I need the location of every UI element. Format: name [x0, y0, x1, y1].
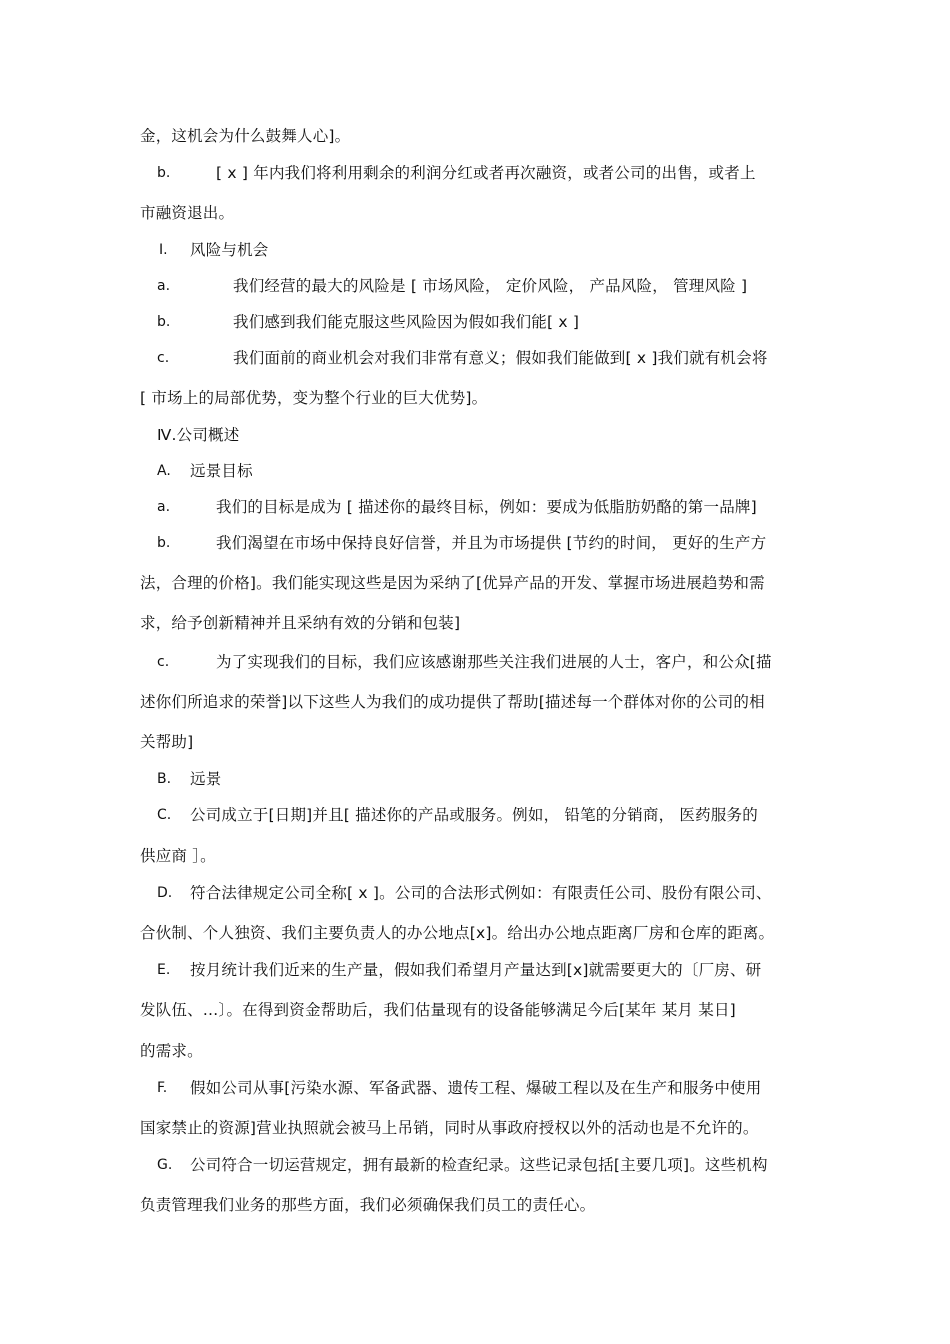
list-marker: A. — [157, 463, 171, 479]
text-line: 法，合理的价格]。我们能实现这些是因为采纳了[优异产品的开发、掌握市场进展趋势和需 — [140, 574, 765, 592]
text-line: 供应商 ］。 — [140, 847, 216, 865]
text-line: 远景 — [190, 770, 222, 788]
text-line: 负责管理我们业务的那些方面，我们必须确保我们员工的责任心。 — [140, 1196, 596, 1214]
list-marker: a. — [157, 278, 171, 294]
text-line: 假如公司从事[污染水源、军备武器、遗传工程、爆破工程以及在生产和服务中使用 — [190, 1079, 762, 1097]
list-marker: c. — [157, 654, 170, 670]
text-line: [ 市场上的局部优势，变为整个行业的巨大优势]。 — [140, 389, 488, 407]
list-marker: G. — [157, 1157, 173, 1173]
list-marker: B. — [157, 771, 172, 787]
list-marker: b. — [157, 314, 171, 330]
text-line: 公司成立于[日期]并且[ 描述你的产品或服务。例如， 铅笔的分销商， 医药服务的 — [190, 806, 758, 824]
text-line: 国家禁止的资源]营业执照就会被马上吊销，同时从事政府授权以外的活动也是不允许的。 — [140, 1119, 759, 1137]
text-line: 发队伍、…〕。在得到资金帮助后，我们估量现有的设备能够满足今后[某年 某月 某日] — [140, 1001, 736, 1019]
text-line: 关帮助] — [140, 733, 194, 751]
list-marker: I. — [159, 242, 168, 258]
list-marker: D. — [157, 885, 173, 901]
text-line: 金，这机会为什么鼓舞人心]。 — [140, 127, 351, 145]
text-line: 为了实现我们的目标，我们应该感谢那些关注我们进展的人士，客户，和公众[描 — [216, 653, 772, 671]
list-marker: b. — [157, 165, 171, 181]
list-marker: F. — [157, 1080, 168, 1096]
text-line: 我们的目标是成为 [ 描述你的最终目标，例如：要成为低脂肪奶酪的第一品牌] — [216, 498, 757, 516]
text-line: 求，给予创新精神并且采纳有效的分销和包装] — [140, 614, 461, 632]
text-line: 的需求。 — [140, 1042, 203, 1060]
text-line: 述你们所追求的荣誉]以下这些人为我们的成功提供了帮助[描述每一个群体对你的公司的相 — [140, 693, 765, 711]
text-line: 风险与机会 — [190, 241, 269, 259]
text-line: 合伙制、个人独资、我们主要负责人的办公地点[x]。给出办公地点距离厂房和仓库的距离。 — [140, 924, 775, 942]
list-marker: a. — [157, 499, 171, 515]
text-line: 我们渴望在市场中保持良好信誉，并且为市场提供 [节约的时间， 更好的生产方 — [216, 534, 767, 552]
list-marker: c. — [157, 350, 170, 366]
text-line: 远景目标 — [190, 462, 253, 480]
list-marker: b. — [157, 535, 171, 551]
text-line: 我们感到我们能克服这些风险因为假如我们能[ x ] — [233, 313, 580, 331]
text-line: 公司符合一切运营规定，拥有最新的检查纪录。这些记录包括[主要几项]。这些机构 — [190, 1156, 768, 1174]
text-line: 符合法律规定公司全称[ x ]。公司的合法形式例如：有限责任公司、股份有限公司、 — [190, 884, 772, 902]
text-line: Ⅳ.公司概述 — [157, 426, 240, 444]
list-marker: C. — [157, 807, 172, 823]
text-line: 按月统计我们近来的生产量，假如我们希望月产量达到[x]就需要更大的〔厂房、研 — [190, 961, 762, 979]
text-line: [ x ] 年内我们将利用剩余的利润分红或者再次融资，或者公司的出售，或者上 — [216, 164, 756, 182]
text-line: 我们面前的商业机会对我们非常有意义；假如我们能做到[ x ]我们就有机会将 — [233, 349, 768, 367]
text-line: 市融资退出。 — [140, 204, 235, 222]
text-line: 我们经营的最大的风险是 [ 市场风险， 定价风险， 产品风险， 管理风险 ] — [233, 277, 748, 295]
list-marker: E. — [157, 962, 171, 978]
